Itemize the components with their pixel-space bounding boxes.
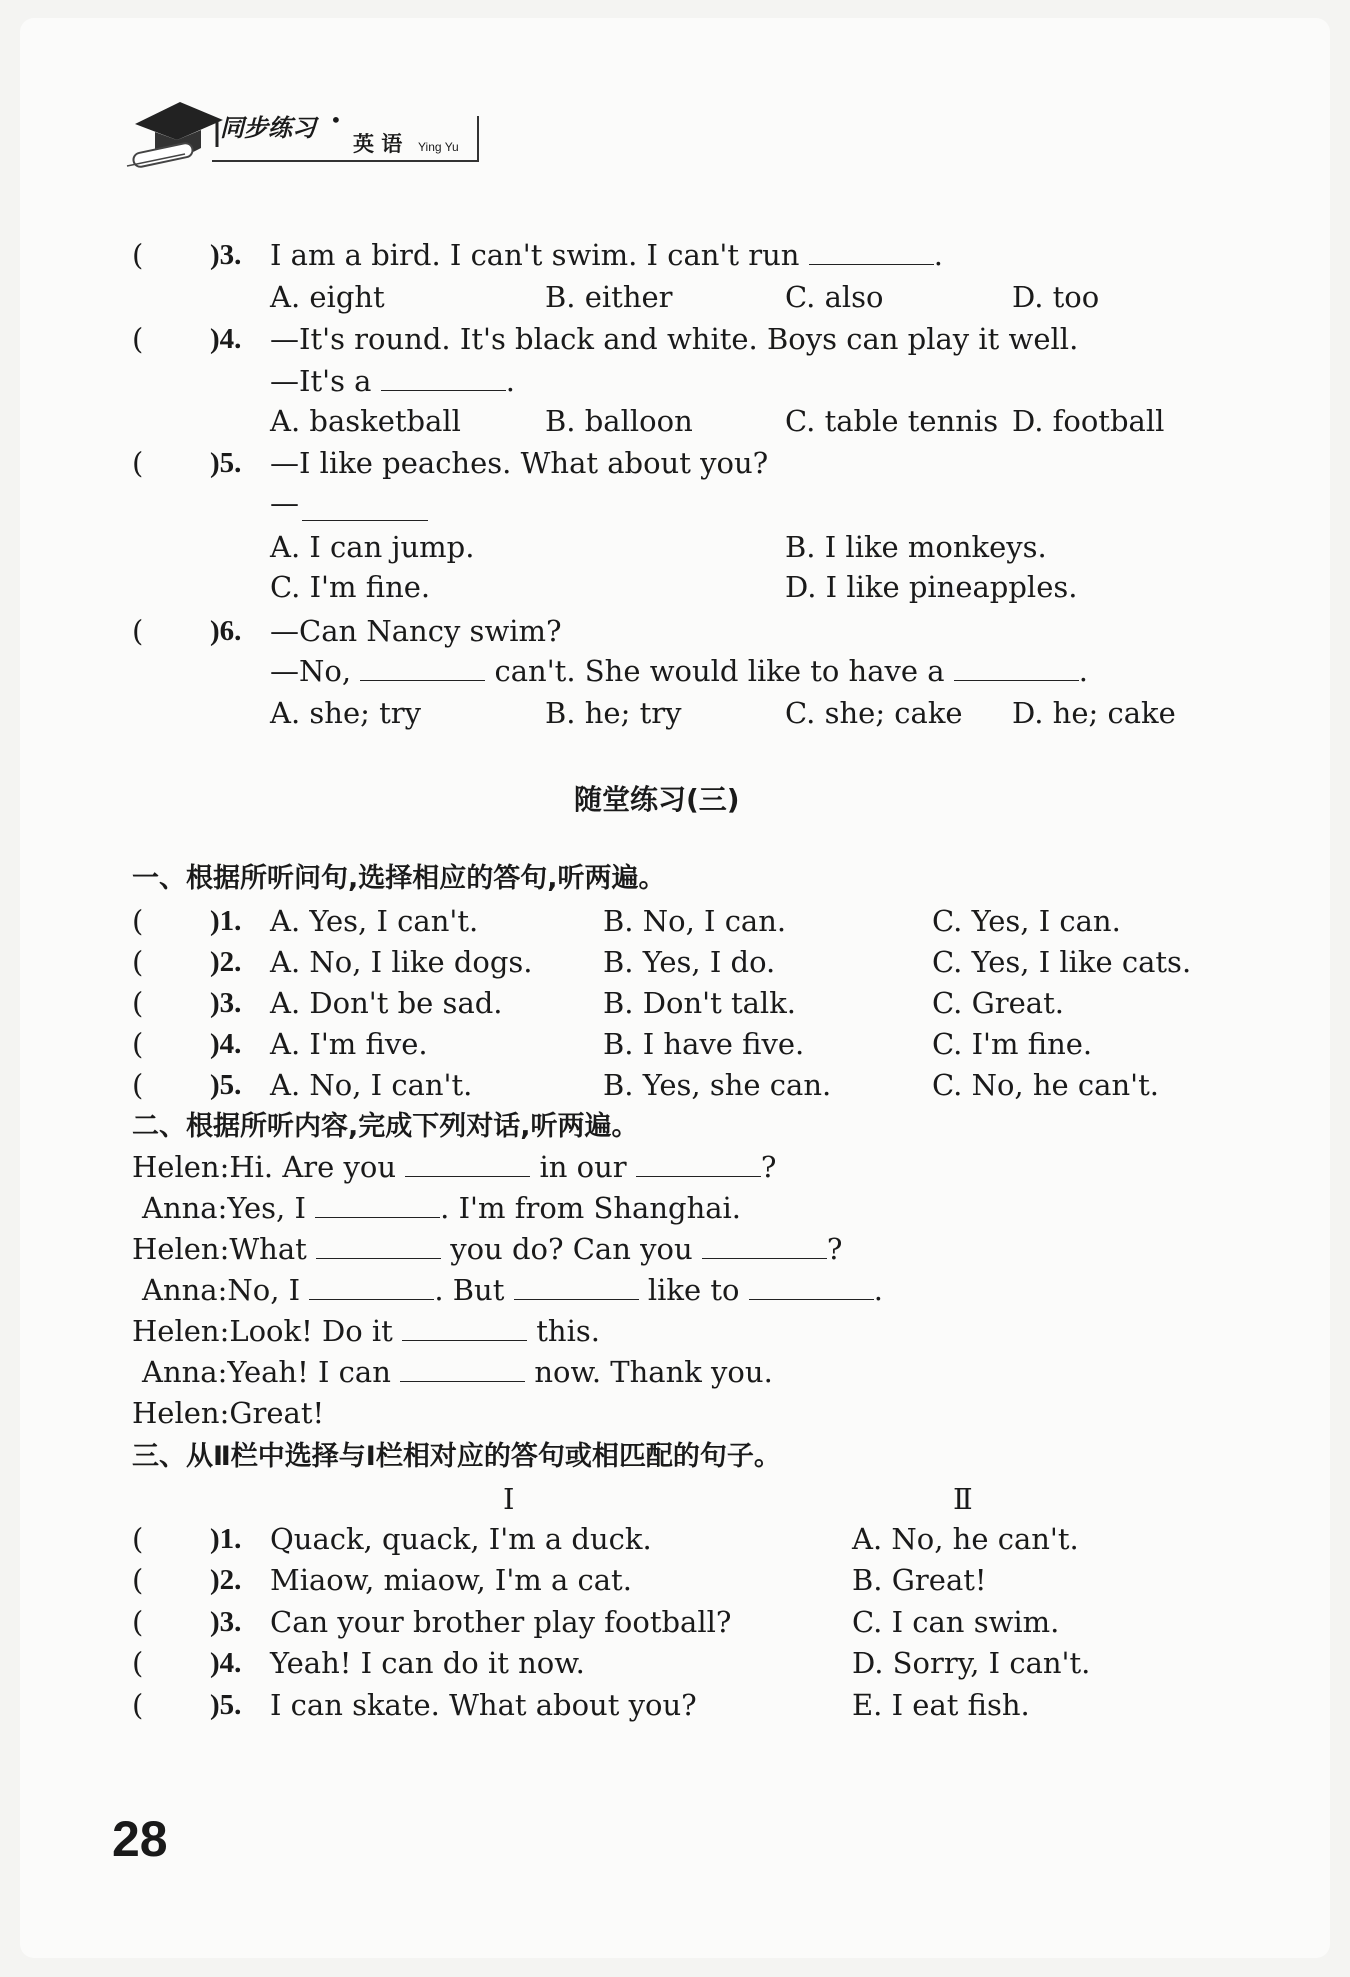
option-b: B. Yes, she can. [603,1068,832,1102]
paren: ( [132,1563,144,1597]
speaker: Anna: [142,1191,228,1225]
option-a: A. No, I can't. [270,1068,473,1102]
paren: ( [132,614,144,648]
question-number: )2. [210,946,242,978]
option-a: A. basketball [270,404,461,438]
column-1-item: I can skate. What about you? [270,1688,697,1722]
answer-dash: — [270,486,299,520]
paren: ( [132,238,144,272]
column-1-item: Miaow, miaow, I'm a cat. [270,1563,632,1597]
column-2-header: Ⅱ [953,1482,973,1516]
answer-slot[interactable] [152,949,202,977]
answer-slot[interactable] [152,990,202,1018]
dialogue-line: Helen:Hi. Are you in our ? [132,1150,777,1184]
option-b: B. Yes, I do. [603,945,776,979]
option-c: C. table tennis [785,404,999,438]
paren: ( [132,1605,144,1639]
answer-blank[interactable] [405,1154,530,1177]
paren: ( [132,986,144,1020]
answer-blank[interactable] [309,1277,434,1300]
option-c: C. she; cake [785,696,963,730]
section-heading: 二、根据所听内容,完成下列对话,听两遍。 [132,1111,639,1142]
question-stem: —Can Nancy swim? [270,614,562,648]
question-stem: —It's round. It's black and white. Boys can play it well. [270,322,1079,356]
answer-blank[interactable] [749,1277,874,1300]
speaker: Helen: [132,1150,230,1184]
paren: ( [132,945,144,979]
column-2-item: A. No, he can't. [852,1522,1079,1556]
option-c: C. Great. [932,986,1064,1020]
dialogue-line: Anna:No, I . But like to . [142,1273,883,1307]
section-title: 随堂练习(三) [574,783,740,816]
question-stem: —I like peaches. What about you? [270,446,769,480]
option-a: A. I'm five. [270,1027,428,1061]
answer-blank[interactable] [302,520,428,521]
column-2-item: B. Great! [852,1563,987,1597]
answer-slot[interactable] [152,1650,202,1678]
answer-slot[interactable] [152,908,202,936]
header-series: 同步练习 [220,114,316,142]
option-b: B. I like monkeys. [785,530,1047,564]
speaker: Helen: [132,1232,230,1266]
option-a: A. Don't be sad. [270,986,503,1020]
column-2-item: C. I can swim. [852,1605,1060,1639]
section-heading: 一、根据所听问句,选择相应的答句,听两遍。 [132,863,666,894]
answer-slot[interactable] [152,1567,202,1595]
question-number: )5. [210,1689,242,1721]
speaker: Helen: [132,1314,230,1348]
dialogue-line: Helen:Great! [132,1396,325,1430]
question-number: )1. [210,1523,242,1555]
paren: ( [132,322,144,356]
option-b: B. he; try [545,696,682,730]
option-a: A. she; try [270,696,421,730]
question-number: )6. [210,615,242,647]
question-number: )5. [210,447,242,479]
paren: ( [132,1688,144,1722]
answer-slot[interactable] [152,1072,202,1100]
speaker: Helen: [132,1396,230,1430]
answer-blank[interactable] [316,1236,441,1259]
answer-blank[interactable] [315,1195,440,1218]
question-number: )2. [210,1564,242,1596]
question-stem: I am a bird. I can't swim. I can't run . [270,238,943,272]
dialogue-line: Helen:Look! Do it this. [132,1314,600,1348]
option-a: A. Yes, I can't. [270,904,479,938]
header-pinyin: Ying Yu [418,140,459,154]
question-number: )5. [210,1069,242,1101]
option-b: B. either [545,280,673,314]
option-a: A. No, I like dogs. [270,945,533,979]
option-c: C. also [785,280,884,314]
option-a: A. eight [270,280,385,314]
answer-blank[interactable] [954,658,1079,681]
option-c: C. Yes, I like cats. [932,945,1192,979]
paren: ( [132,904,144,938]
paren: ( [132,1646,144,1680]
option-b: B. No, I can. [603,904,787,938]
section-heading: 三、从Ⅱ栏中选择与Ⅰ栏相对应的答句或相匹配的句子。 [132,1441,781,1472]
option-d: D. he; cake [1012,696,1176,730]
question-number: )3. [210,239,242,271]
option-c: C. I'm fine. [270,570,431,604]
option-d: D. too [1012,280,1100,314]
answer-slot[interactable] [152,1692,202,1720]
option-c: C. Yes, I can. [932,904,1121,938]
dialogue-line: Anna:Yes, I . I'm from Shanghai. [142,1191,742,1225]
question-number: )1. [210,905,242,937]
header-dot: • [330,108,342,132]
column-1-item: Quack, quack, I'm a duck. [270,1522,652,1556]
dialogue-line: Helen:What you do? Can you ? [132,1232,843,1266]
question-stem-line2: —It's a . [270,364,515,398]
option-a: A. I can jump. [270,530,475,564]
page-number: 28 [112,1811,168,1867]
option-c: C. I'm fine. [932,1027,1093,1061]
option-b: B. balloon [545,404,693,438]
answer-slot[interactable] [152,1526,202,1554]
column-1-item: Yeah! I can do it now. [270,1646,585,1680]
speaker: Anna: [142,1355,228,1389]
column-1-item: Can your brother play football? [270,1605,732,1639]
question-stem-line2: —No, can't. She would like to have a . [270,654,1089,688]
paren: ( [132,1068,144,1102]
answer-blank[interactable] [636,1154,761,1177]
answer-blank[interactable] [402,1318,527,1341]
answer-slot[interactable] [152,1031,202,1059]
question-number: )4. [210,1647,242,1679]
speaker: Anna: [142,1273,228,1307]
answer-blank[interactable] [381,368,506,391]
dialogue-line: Anna:Yeah! I can now. Thank you. [142,1355,773,1389]
option-b: B. I have five. [603,1027,805,1061]
option-d: D. I like pineapples. [785,570,1078,604]
header-subject: 英 语 [353,132,403,156]
column-2-item: D. Sorry, I can't. [852,1646,1091,1680]
question-number: )4. [210,1028,242,1060]
column-2-item: E. I eat fish. [852,1688,1030,1722]
answer-blank[interactable] [360,658,485,681]
option-b: B. Don't talk. [603,986,796,1020]
paren: ( [132,446,144,480]
graduation-cap-icon [125,92,225,170]
answer-blank[interactable] [514,1277,639,1300]
column-1-header: Ⅰ [503,1482,515,1516]
paren: ( [132,1522,144,1556]
question-number: )3. [210,1606,242,1638]
question-number: )4. [210,323,242,355]
question-number: )3. [210,987,242,1019]
option-c: C. No, he can't. [932,1068,1159,1102]
answer-blank[interactable] [400,1359,525,1382]
answer-slot[interactable] [152,1609,202,1637]
paren: ( [132,1027,144,1061]
option-d: D. football [1012,404,1165,438]
answer-blank[interactable] [702,1236,827,1259]
answer-blank[interactable] [809,242,934,265]
